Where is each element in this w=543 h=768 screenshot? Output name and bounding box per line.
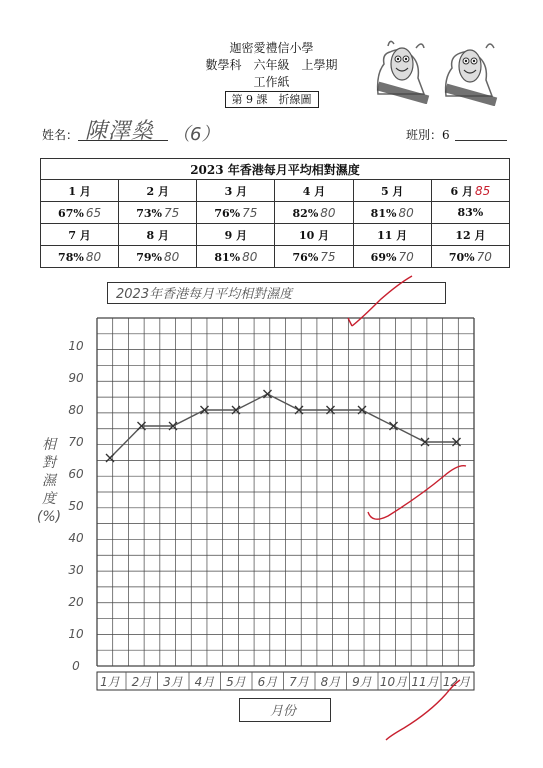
x-category-label: 9月 bbox=[352, 675, 372, 689]
month-cell: 5 月 bbox=[353, 180, 431, 202]
y-tick-labels bbox=[68, 339, 84, 673]
rounded-value: 70 bbox=[398, 249, 414, 264]
rounded-value: 80 bbox=[163, 249, 180, 264]
month-cell: 7 月 bbox=[41, 224, 119, 246]
rounded-value: 75 bbox=[242, 205, 258, 220]
month-cell: 2 月 bbox=[119, 180, 197, 202]
lesson-title: 第 9 課 折線圖 bbox=[225, 91, 319, 108]
x-category-label: 5月 bbox=[226, 675, 246, 689]
value-cell: 76% 75 bbox=[275, 246, 353, 268]
table-title: 2023 年香港每月平均相對濕度 bbox=[41, 159, 510, 180]
teacher-note: 85 bbox=[474, 183, 491, 198]
month-cell: 4 月 bbox=[275, 180, 353, 202]
value-cell: 78% 80 bbox=[41, 246, 119, 268]
y-tick-label: 60 bbox=[68, 467, 84, 481]
rounded-value: 80 bbox=[320, 205, 336, 220]
y-tick-label: 10 bbox=[68, 339, 84, 353]
value-cell: 69% 70 bbox=[353, 246, 431, 268]
x-category-label: 12月 bbox=[442, 675, 471, 689]
value-cell: 82% 80 bbox=[275, 202, 353, 224]
month-cell: 8 月 bbox=[119, 224, 197, 246]
y-tick-label: 10 bbox=[68, 627, 84, 641]
y-tick-label: 30 bbox=[68, 563, 84, 577]
data-series bbox=[106, 390, 461, 462]
x-category-label: 6月 bbox=[257, 675, 278, 689]
y-tick-label: 90 bbox=[68, 371, 84, 385]
rounded-value: 65 bbox=[85, 205, 102, 220]
school-name: 迦密愛禮信小學 bbox=[229, 41, 314, 55]
month-cell: 3 月 bbox=[197, 180, 275, 202]
worksheet-label: 工作紙 bbox=[253, 75, 290, 89]
rounded-value: 75 bbox=[320, 249, 336, 264]
x-category-labels bbox=[100, 672, 471, 690]
seat-number-handwritten: （6） bbox=[172, 124, 220, 145]
x-category-label: 7月 bbox=[289, 675, 309, 689]
chart-grid bbox=[97, 318, 474, 690]
check-mark-icon bbox=[368, 466, 466, 519]
rounded-value: 80 bbox=[242, 249, 258, 264]
rounded-value: 75 bbox=[163, 205, 180, 220]
subject-line: 數學科 六年級 上學期 bbox=[205, 58, 338, 72]
x-axis-label: 月份 bbox=[270, 704, 297, 719]
month-cell: 10 月 bbox=[275, 224, 353, 246]
value-cell: 73% 75 bbox=[119, 202, 197, 224]
rounded-value: 80 bbox=[85, 249, 102, 264]
value-cell: 81% 80 bbox=[353, 202, 431, 224]
x-category-label: 8月 bbox=[320, 675, 341, 689]
series-line bbox=[110, 394, 457, 458]
month-cell: 11 月 bbox=[353, 224, 431, 246]
month-cell: 12 月 bbox=[431, 224, 509, 246]
x-category-label: 10月 bbox=[379, 675, 408, 689]
month-cell: 9 月 bbox=[197, 224, 275, 246]
value-cell: 81% 80 bbox=[197, 246, 275, 268]
name-label: 姓名： bbox=[42, 128, 79, 142]
month-cell: 6 月 85 bbox=[431, 180, 509, 202]
y-tick-label: 0 bbox=[72, 659, 80, 673]
y-tick-label: 50 bbox=[68, 499, 84, 513]
rounded-value: 80 bbox=[398, 205, 414, 220]
x-category-label: 11月 bbox=[411, 675, 439, 689]
y-tick-label: 40 bbox=[68, 531, 84, 545]
y-tick-label: 80 bbox=[68, 403, 84, 417]
chart-title: 2023年香港每月平均相對濕度 bbox=[116, 287, 293, 302]
x-category-label: 3月 bbox=[163, 675, 183, 689]
student-name-handwritten: 陳澤燊 bbox=[85, 119, 155, 144]
y-axis-label: 相對濕度(%) bbox=[36, 437, 62, 525]
y-tick-label: 70 bbox=[68, 435, 84, 449]
check-mark-icon bbox=[386, 680, 460, 740]
value-cell: 76% 75 bbox=[197, 202, 275, 224]
class-label: 班別：6 bbox=[406, 128, 450, 142]
value-cell: 70% 70 bbox=[431, 246, 509, 268]
y-tick-label: 20 bbox=[68, 595, 84, 609]
value-cell: 79% 80 bbox=[119, 246, 197, 268]
x-category-label: 4月 bbox=[194, 675, 215, 689]
x-category-label: 1月 bbox=[100, 675, 120, 689]
month-cell: 1 月 bbox=[41, 180, 119, 202]
rounded-value: 70 bbox=[476, 249, 492, 264]
value-cell: 67% 65 bbox=[41, 202, 119, 224]
x-category-label: 2月 bbox=[131, 675, 152, 689]
value-cell: 83% bbox=[431, 202, 509, 224]
